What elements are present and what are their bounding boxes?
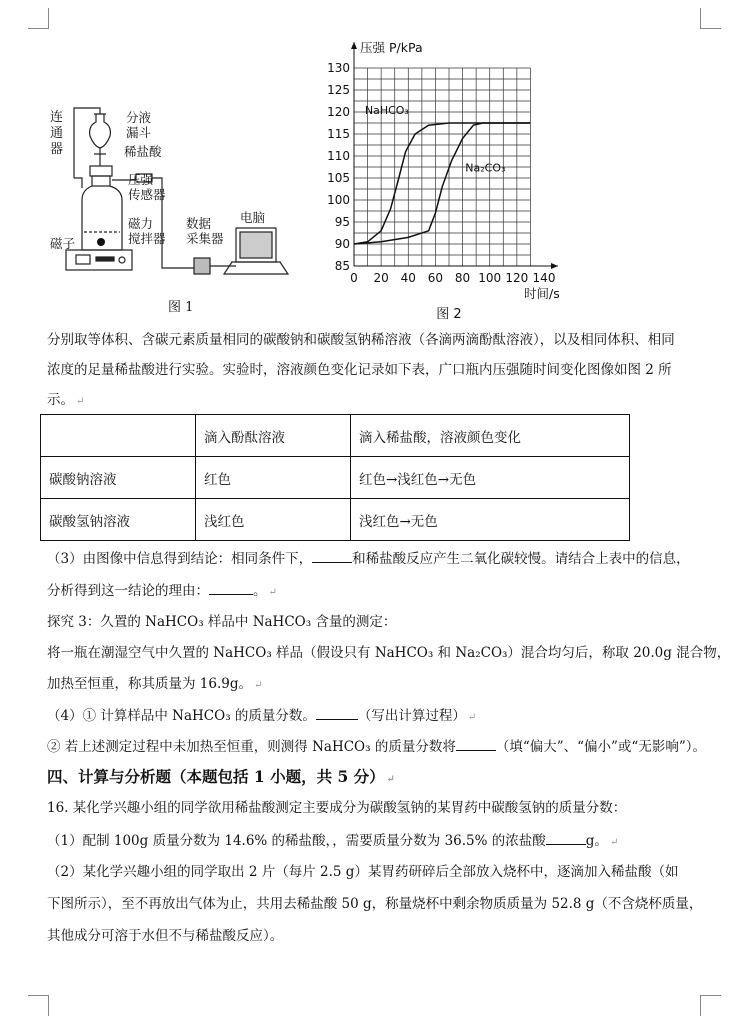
explore3-title: 探究 3：久置的 NaHCO₃ 样品中 NaHCO₃ 含量的测定： (47, 614, 397, 630)
table-row (41, 457, 630, 499)
table-row (41, 499, 630, 541)
magnet-stir-bar (40, 100, 310, 290)
label-funnel: 分液 漏斗 (126, 110, 152, 140)
y-axis-label: 压强 P/kPa (360, 40, 423, 55)
q16-part-2-line-1: （2）某化学兴趣小组的同学取出 2 片（每片 2.5 g）某胃药研碎后全部放入烧杯中，逐滴加入稀盐酸（如 (47, 864, 679, 880)
q16-part-2-line-3: 其他成分可溶于水但不与稀盐酸反应）。 (47, 928, 284, 944)
y-tick-label: 100 (327, 193, 350, 207)
label-magnet: 磁子 (50, 236, 76, 251)
label-collector: 数据 采集器 (186, 216, 224, 246)
table-cell: 碳酸氢钠溶液 (41, 499, 196, 541)
y-tick-label: 95 (334, 215, 350, 229)
x-axis-label: 时间/s (524, 286, 560, 301)
y-tick-label: 85 (334, 259, 350, 273)
y-tick-label: 130 (327, 61, 350, 75)
table-cell: 滴入酚酞溶液 (196, 415, 351, 457)
figure-2-caption: 图 2 (436, 307, 462, 322)
table-cell: 红色→浅红色→无色 (351, 457, 630, 499)
label-connector: 连 通 器 (50, 110, 64, 157)
answer-blank[interactable] (546, 830, 586, 845)
y-tick-label: 115 (327, 127, 350, 141)
table-cell: 碳酸钠溶液 (41, 457, 196, 499)
intro-line-1: 分别取等体积、含碳元素质量相同的碳酸钠和碳酸氢钠稀溶液（各滴两滴酚酞溶液），以及相同体积、相同 (47, 332, 675, 348)
table-cell: 浅红色 (196, 499, 351, 541)
label-acid: 稀盐酸 (124, 144, 162, 159)
y-tick-label: 120 (327, 105, 350, 119)
series-label-na2co3: Na₂CO₃ (465, 161, 506, 175)
series-line-nahco3 (354, 123, 530, 244)
figure-1-apparatus (40, 100, 310, 320)
table-cell: 滴入稀盐酸，溶液颜色变化 (351, 415, 630, 457)
q16-part-2-line-2: 下图所示），至不再放出气体为止，共用去稀盐酸 50 g，称量烧杯中剩余物质质量为 52.8 g（不含烧杯质量， (47, 896, 703, 912)
table-cell: 红色 (196, 457, 351, 499)
label-computer: 电脑 (240, 210, 266, 225)
label-pressure-sensor: 压强 传感器 (128, 172, 166, 202)
color-change-table (40, 414, 630, 541)
x-tick-label: 120 (505, 271, 529, 285)
pressure-time-chart (320, 32, 560, 322)
q3-line-1: （3）由图像中信息得到结论：相同条件下， 和稀盐酸反应产生二氧化碳较慢。请结合上表中的信息， (47, 548, 690, 569)
table-header-row (41, 415, 630, 457)
y-tick-label: 105 (327, 171, 350, 185)
answer-blank[interactable] (312, 548, 352, 563)
y-tick-label: 110 (327, 149, 350, 163)
crop-mark-top-right (700, 8, 721, 29)
x-tick-label: 80 (454, 271, 471, 285)
x-tick-label: 100 (478, 271, 502, 285)
x-tick-label: 0 (350, 271, 358, 285)
crop-mark-top-left (28, 8, 49, 29)
q16-intro: 16. 某化学兴趣小组的同学欲用稀盐酸测定主要成分为碳酸氢钠的某胃药中碳酸氢钠的质量分数： (47, 800, 627, 816)
x-tick-label: 40 (400, 271, 416, 285)
q4-line-1: （4）① 计算样品中 NaHCO₃ 的质量分数。 （写出计算过程） ↵ (47, 705, 476, 728)
section-4-heading: 四、计算与分析题（本题包括 1 小题，共 5 分） ↵ (47, 767, 396, 786)
x-tick-label: 140 (532, 271, 556, 285)
table-cell (41, 415, 196, 457)
answer-blank[interactable] (316, 705, 358, 720)
explore3-line-1: 将一瓶在潮湿空气中久置的 NaHCO₃ 样品（假设只有 NaHCO₃ 和 Na₂CO₃）混合均匀后，称取 20.0g 混合物， (47, 645, 731, 661)
x-tick-label: 60 (427, 271, 444, 285)
series-line-na2co3 (354, 123, 530, 244)
series-label-nahco3: NaHCO₃ (364, 104, 409, 118)
table-cell: 浅红色→无色 (351, 499, 630, 541)
explore3-line-2: 加热至恒重，称其质量为 16.9g。 ↵ (47, 676, 263, 692)
label-stirrer: 磁力 搅拌器 (128, 216, 166, 246)
answer-blank[interactable] (456, 736, 496, 751)
y-tick-label: 90 (334, 237, 350, 251)
q16-part-1: （1）配制 100g 质量分数为 14.6% 的稀盐酸，，需要质量分数为 36.5% 的浓盐酸 g。 ↵ (47, 830, 618, 853)
q3-line-2: 分析得到这一结论的理由： 。 ↵ (47, 580, 277, 603)
y-tick-label: 125 (327, 83, 350, 97)
intro-line-3: 示。 ↵ (47, 392, 85, 408)
intro-line-2: 浓度的足量稀盐酸进行实验。实验时，溶液颜色变化记录如下表，广口瓶内压强随时间变化图像如图 2 所 (47, 362, 672, 378)
q4-line-2: ② 若上述测定过程中未加热至恒重，则测得 NaHCO₃ 的质量分数将 （填“偏大”、“偏小”或“无影响”）。 (47, 736, 706, 757)
x-axis-arrow (551, 263, 558, 269)
answer-blank[interactable] (209, 580, 253, 595)
figure-1-caption: 图 1 (168, 300, 194, 315)
x-tick-label: 20 (373, 271, 389, 285)
y-axis-arrow (351, 42, 357, 49)
